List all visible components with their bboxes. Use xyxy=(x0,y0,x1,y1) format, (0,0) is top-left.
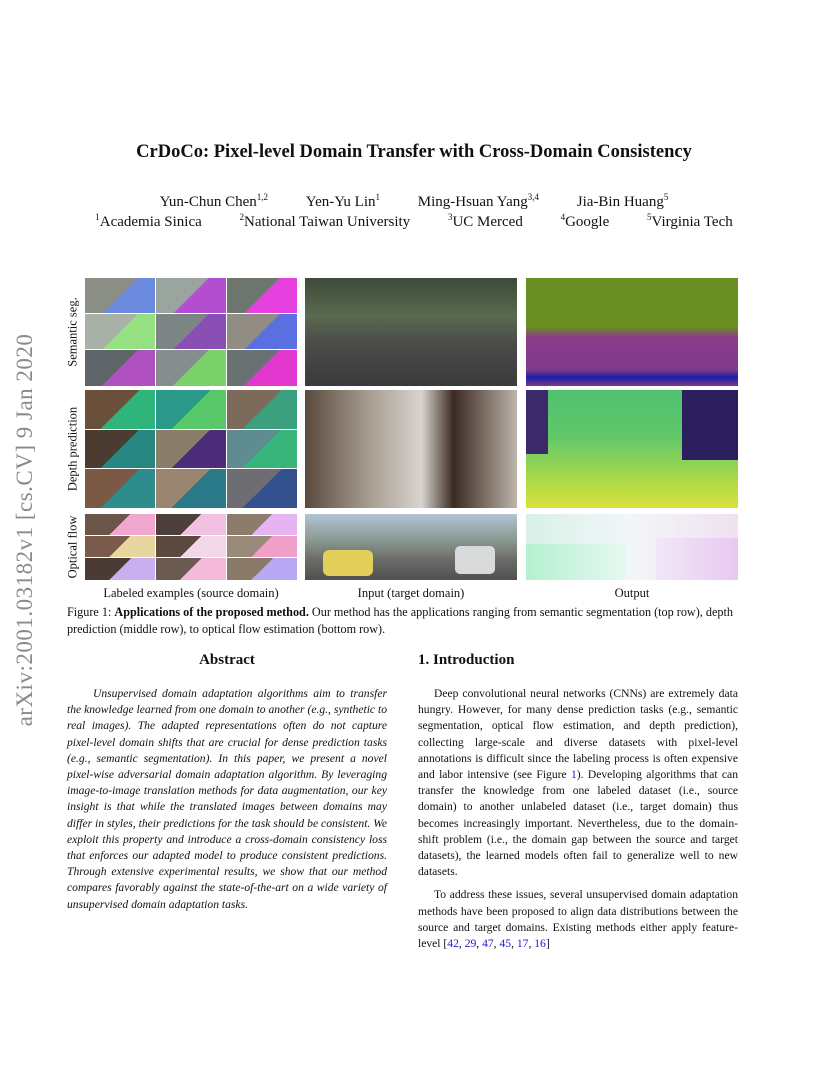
author: Jia-Bin Huang$^5$ xyxy=(576,192,669,210)
figure-caption: Figure 1: Applications of the proposed method. Our method has the applications ranging from semantic segmentation (top row), depth prediction (middle row), to optical flow estimation (bottom row). xyxy=(67,605,733,636)
citation-link[interactable]: 42 xyxy=(447,937,459,951)
author: Ming-Hsuan Yang$^{3,4}$ xyxy=(417,192,539,210)
affiliation: $^5$Virginia Tech xyxy=(647,212,733,230)
flow-source-grid xyxy=(85,514,297,580)
semantic-input-image xyxy=(305,278,517,386)
row-label-semantic: Semantic seg. xyxy=(65,297,80,367)
author-list xyxy=(0,194,828,211)
intro-paragraph: To address these issues, several unsupervised domain adaptation methods have been proposed to align data distributions between the source and target domains. Existing methods either apply feature-level [42, 29, 47, 45, 17, 16] xyxy=(418,888,738,951)
affiliation: $^4$Google xyxy=(560,212,610,230)
row-label-depth: Depth prediction xyxy=(65,406,80,492)
semantic-output-image xyxy=(526,278,738,386)
column-label-output: Output xyxy=(614,586,650,600)
semantic-source-grid xyxy=(85,278,297,386)
arxiv-stamp xyxy=(0,295,50,765)
affiliation: $^2$National Taiwan University xyxy=(239,212,411,230)
depth-source-grid xyxy=(85,390,297,508)
flow-output-image xyxy=(526,514,738,580)
affiliation: $^3$UC Merced xyxy=(447,212,523,230)
column-label-source: Labeled examples (source domain) xyxy=(103,586,279,600)
introduction-heading: 1. Introduction xyxy=(418,652,515,668)
citation-link[interactable]: 17 xyxy=(516,937,529,951)
citation-link[interactable]: 16 xyxy=(534,937,546,951)
paper-title: CrDoCo: Pixel-level Domain Transfer with Cross-Domain Consistency xyxy=(136,142,692,162)
citation-link[interactable]: 45 xyxy=(499,937,512,951)
depth-input-image xyxy=(305,390,517,508)
column-label-input: Input (target domain) xyxy=(357,586,465,600)
author: Yun-Chun Chen$^{1,2}$ xyxy=(159,192,268,210)
arxiv-stamp-text: arXiv:2001.03182v1 [cs.CV] 9 Jan 2020 xyxy=(12,333,37,727)
abstract-heading: Abstract xyxy=(199,652,255,668)
flow-input-image xyxy=(305,514,517,580)
introduction-body xyxy=(418,686,738,959)
intro-paragraph: Deep convolutional neural networks (CNNs) are extremely data hungry. However, for many dense prediction tasks (e.g., semantic segmentation, optical flow estimation, and depth prediction), collecting large-scale and diverse datasets with pixel-level annotations is difficult since the labeling process is often expensive and labor intensive (see Figure 1). Developing algorithms that can transfer the knowledge from one labeled dataset (i.e., source domain) to another unlabeled dataset (i.e., target domain) thus becomes increasingly important. Nevertheless, due to the domain-shift problem (i.e., the domain gap between the source and target datasets), the learned models often fail to generalize well to new datasets. xyxy=(418,687,738,879)
depth-output-image xyxy=(526,390,738,508)
author: Yen-Yu Lin$^1$ xyxy=(305,192,380,210)
row-label-flow: Optical flow xyxy=(65,515,80,579)
affiliation-list xyxy=(0,214,828,231)
abstract-body: Unsupervised domain adaptation algorithms aim to transfer the knowledge learned from one domain to another (e.g., synthetic to real images). The adapted representations often do not capture pixel-level domain shifts that are crucial for dense prediction tasks (e.g., semantic segmentation). In this paper, we present a novel pixel-wise adversarial domain adaptation algorithm. By leveraging image-to-image translation methods for data augmentation, our key insight is that while the translated images between domains may differ in styles, their predictions for the task should be consistent. We exploit this property and introduce a cross-domain consistency loss that enforces our adapted model to produce consistent predictions. Through extensive experimental results, we show that our method compares favorably against the state-of-the-art on a wide variety of unsupervised domain adaptation tasks. xyxy=(67,687,387,911)
citation-link[interactable]: 29 xyxy=(464,937,477,951)
citation-link[interactable]: 47 xyxy=(482,937,494,951)
affiliation: $^1$Academia Sinica xyxy=(95,212,202,230)
figure-reference-link[interactable]: 1 xyxy=(570,768,577,782)
